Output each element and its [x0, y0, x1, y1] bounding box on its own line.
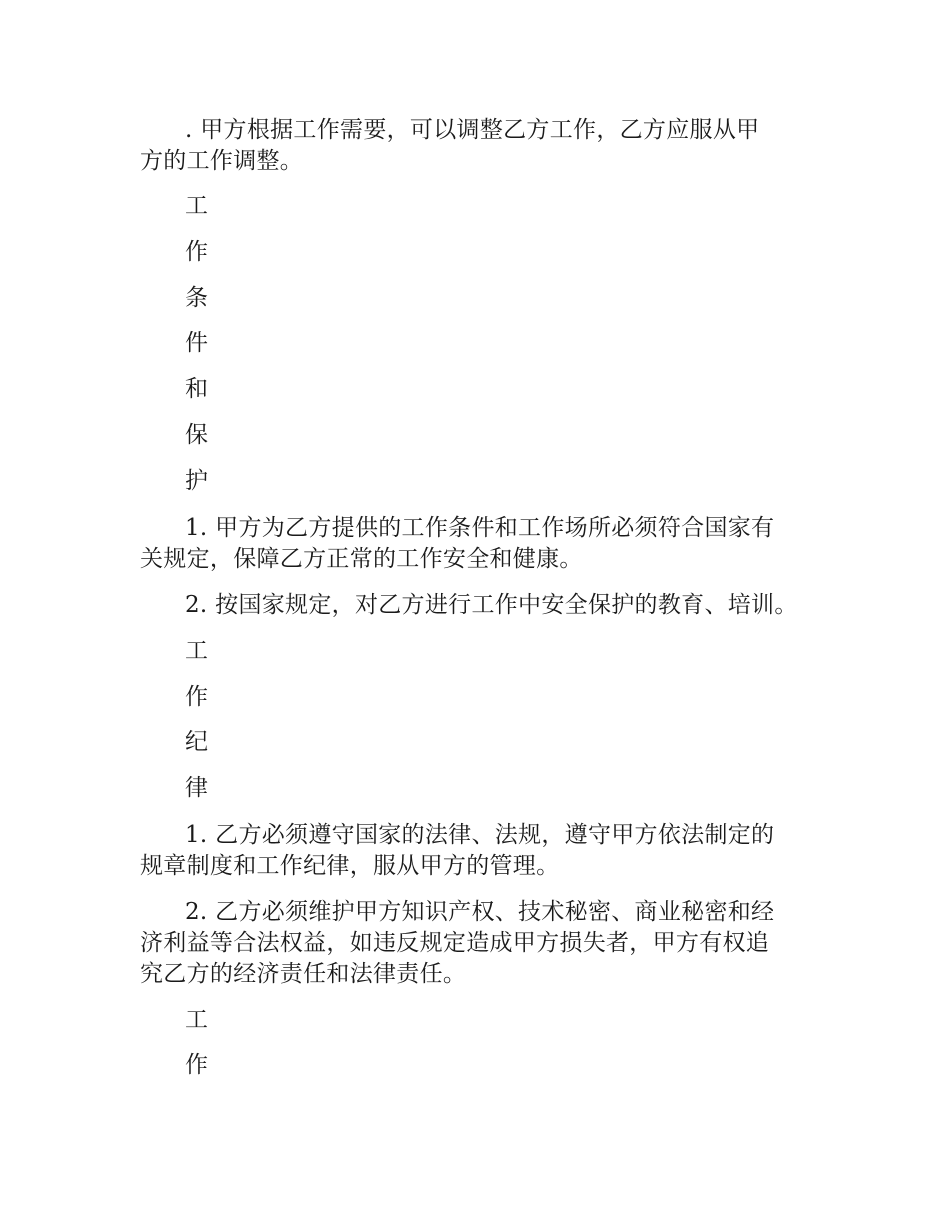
heading-char: 和	[185, 376, 208, 402]
paragraph-conditions-2: 2. 按国家规定，对乙方进行工作中安全保护的教育、培训。	[185, 592, 798, 618]
heading-char: 作	[185, 1052, 208, 1078]
heading-char: 纪	[185, 729, 208, 755]
heading-char: 保	[185, 422, 208, 448]
paragraph-discipline-1: 1. 乙方必须遵守国家的法律、法规，遵守甲方依法制定的 规章制度和工作纪律，服从甲方的管理。	[140, 822, 775, 879]
heading-char: 件	[185, 330, 208, 356]
heading-char: 工	[185, 193, 208, 219]
paragraph-conditions-1: 1. 甲方为乙方提供的工作条件和工作场所必须符合国家有 关规定，保障乙方正常的工作安全和健康。	[140, 515, 775, 572]
heading-char: 护	[185, 468, 208, 494]
heading-char: 工	[185, 1007, 208, 1033]
heading-char: 条	[185, 285, 208, 311]
heading-char: 作	[185, 239, 208, 265]
paragraph-work-adjustment: . 甲方根据工作需要，可以调整乙方工作，乙方应服从甲 方的工作调整。	[140, 117, 760, 174]
heading-char: 律	[185, 775, 208, 801]
heading-char: 作	[185, 684, 208, 710]
heading-char: 工	[185, 638, 208, 664]
paragraph-discipline-2: 2. 乙方必须维护甲方知识产权、技术秘密、商业秘密和经 济利益等合法权益，如违反规定造成甲方损失者，甲方有权追 究乙方的经济责任和法律责任。	[140, 899, 775, 987]
